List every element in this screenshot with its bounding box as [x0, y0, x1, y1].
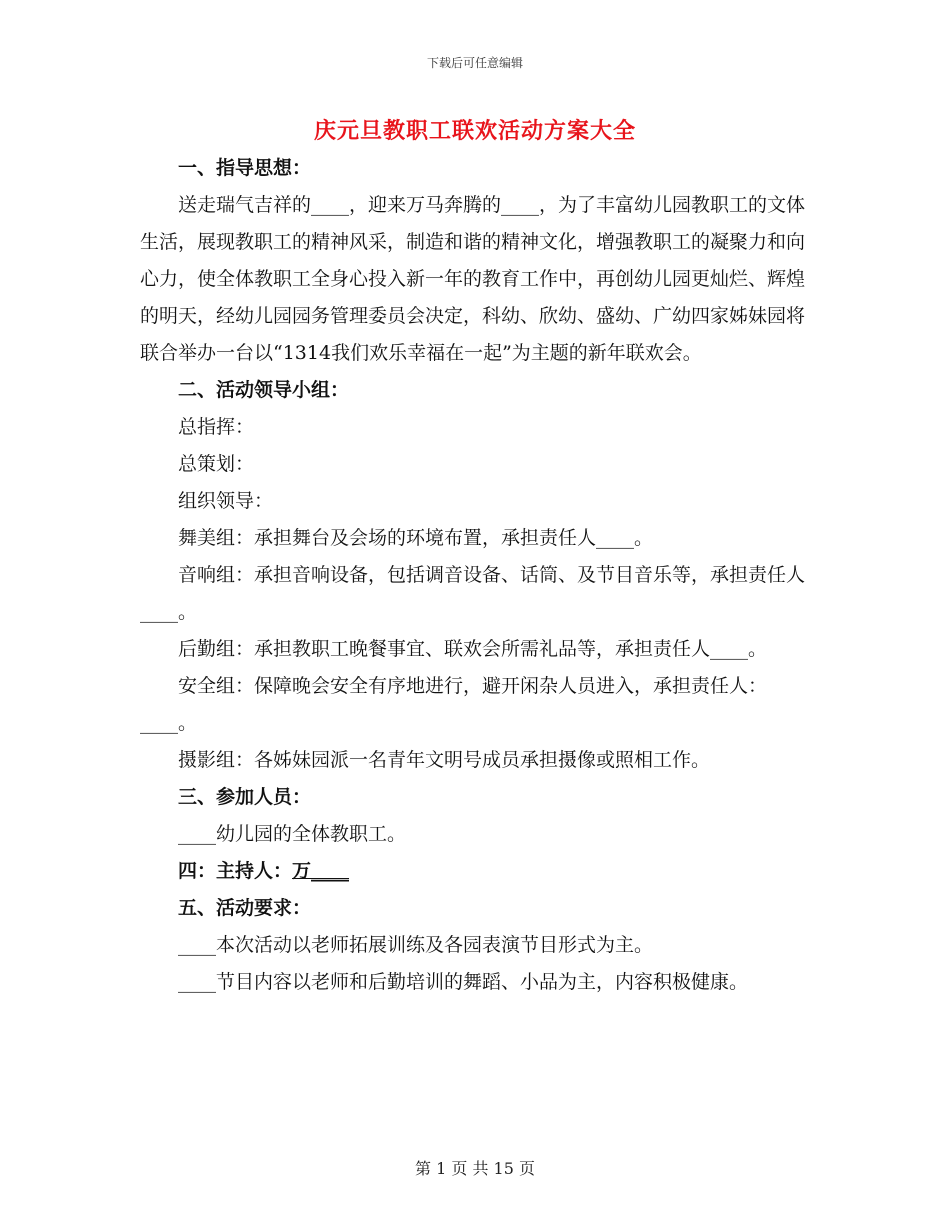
participants-line: ____幼儿园的全体教职工。 [178, 823, 407, 845]
leadership-line-organizer: 组织领导： [178, 490, 274, 512]
page-header-note: 下载后可任意编辑 [426, 56, 523, 70]
page-number-footer: 第 1 页 共 15 页 [415, 1159, 535, 1178]
leadership-line-planner: 总策划： [178, 453, 255, 475]
section-heading-requirements: 五、活动要求： [178, 897, 312, 919]
requirement-line-program-content: ____节目内容以老师和后勤培训的舞蹈、小品为主，内容积极健康。 [178, 971, 749, 993]
section-heading-participants: 三、参加人员： [178, 786, 312, 808]
leadership-line-commander: 总指挥： [178, 416, 255, 438]
requirement-line-activity-format: ____本次活动以老师拓展训练及各园表演节目形式为主。 [178, 934, 654, 956]
section-paragraph-guiding-ideology: 送走瑞气吉祥的____，迎来万马奔腾的____，为了丰富幼儿园教职工的文体生活，展现教职工的精神风采，制造和谐的精神文化，增强教职工的凝聚力和向心力，使全体教职工全身心投入新一年的教育工作中，再创幼儿园更灿烂、辉煌的明天，经幼儿园园务管理委员会决定，科幼、欣幼、盛幼、广幼四家姊妹园将联合举办一台以“1314我们欢乐幸福在一起”为主题的新年联欢会。 [140, 194, 806, 364]
section-heading-host [140, 853, 808, 890]
leadership-line-logistics: 后勤组：承担教职工晚餐事宜、联欢会所需礼品等，承担责任人____。 [178, 638, 768, 660]
host-heading-prefix: 四：主持人： [178, 860, 293, 882]
document-body [140, 150, 808, 1001]
leadership-line-photography: 摄影组：各姊妹园派一名青年文明号成员承担摄像或照相工作。 [178, 749, 711, 771]
leadership-line-sound: 音响组：承担音响设备，包括调音设备、话筒、及节目音乐等，承担责任人____。 [140, 564, 806, 623]
leadership-line-safety: 安全组：保障晚会安全有序地进行，避开闲杂人员进入，承担责任人：____。 [140, 675, 768, 734]
host-name: 万____ [292, 860, 350, 882]
section-heading-leadership-group: 二、活动领导小组： [178, 379, 350, 401]
section-heading-guiding-ideology: 一、指导思想： [178, 157, 312, 179]
document-title: 庆元旦教职工联欢活动方案大全 [313, 119, 636, 144]
leadership-line-stage-design: 舞美组：承担舞台及会场的环境布置，承担责任人____。 [178, 527, 654, 549]
